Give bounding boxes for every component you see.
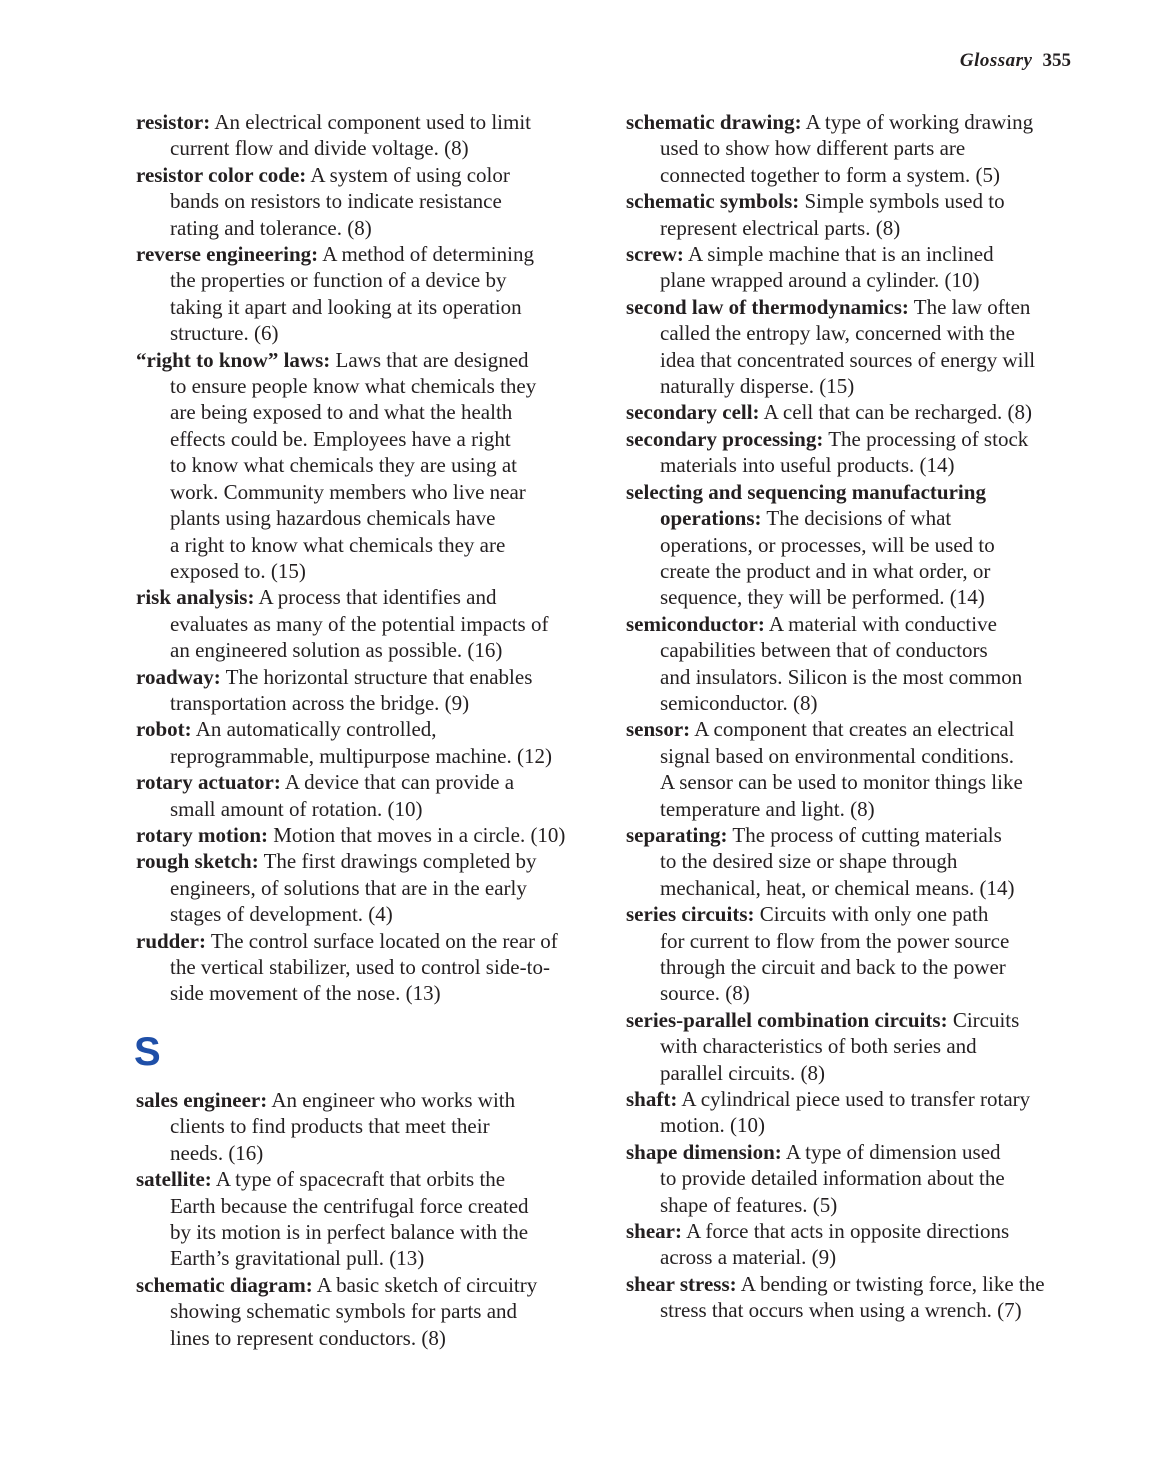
entry-line xyxy=(136,901,565,927)
glossary-entry xyxy=(626,479,1045,611)
definition-text: showing schematic symbols for parts and xyxy=(170,1299,518,1324)
glossary-entry xyxy=(626,1218,1045,1271)
entry-line xyxy=(136,1298,537,1324)
glossary-entry xyxy=(136,664,565,717)
glossary-entry xyxy=(626,1086,1045,1139)
page-number: 355 xyxy=(1042,50,1071,71)
entry-line xyxy=(626,822,1045,848)
definition-text: Earth’s gravitational pull. (13) xyxy=(170,1246,425,1271)
definition-text: called the entropy law, concerned with the xyxy=(660,321,1015,346)
definition-text: A type of working drawing xyxy=(801,110,1034,134)
glossary-entry xyxy=(626,241,1045,294)
definition-text: for current to flow from the power source xyxy=(660,928,1010,953)
entry-line xyxy=(136,954,565,980)
definition-text: Earth because the centrifugal force created xyxy=(170,1193,529,1218)
glossary-term: “right to know” laws: xyxy=(136,347,331,372)
entry-line xyxy=(136,1193,537,1219)
entry-line xyxy=(136,796,565,822)
definition-text: The decisions of what xyxy=(761,506,952,531)
entry-line xyxy=(136,848,565,874)
definition-text: bands on resistors to indicate resistance xyxy=(170,189,502,214)
entry-line xyxy=(136,584,565,610)
glossary-term: rudder: xyxy=(136,928,206,953)
glossary-term: series-parallel combination circuits: xyxy=(626,1007,948,1032)
entry-line xyxy=(136,294,565,320)
entry-line xyxy=(136,1087,537,1113)
definition-text: to the desired size or shape through xyxy=(660,849,958,874)
entry-line xyxy=(626,294,1045,320)
definition-text: evaluates as many of the potential impacts of xyxy=(170,611,549,636)
definition-text: A basic sketch of circuitry xyxy=(312,1272,538,1297)
glossary-entry xyxy=(136,347,565,585)
definition-text: taking it apart and looking at its operation xyxy=(170,294,522,319)
entry-line xyxy=(626,505,1045,531)
glossary-term: roadway: xyxy=(136,664,221,689)
glossary-entry xyxy=(626,716,1045,822)
glossary-term: second law of thermodynamics: xyxy=(626,294,909,319)
entry-line xyxy=(136,928,565,954)
definition-text: The process of cutting materials xyxy=(727,822,1002,847)
entry-line xyxy=(136,109,565,135)
entry-line xyxy=(136,162,565,188)
glossary-entry xyxy=(136,1166,537,1272)
glossary-term-continued: operations: xyxy=(660,506,762,531)
definition-text: A force that acts in opposite directions xyxy=(682,1219,1010,1244)
entry-line xyxy=(626,1192,1045,1218)
entry-line xyxy=(626,532,1045,558)
entry-line xyxy=(626,637,1045,663)
glossary-entry xyxy=(626,822,1045,901)
entry-line xyxy=(136,822,565,848)
entry-line xyxy=(136,1245,537,1271)
glossary-entry xyxy=(136,584,565,663)
entry-line xyxy=(626,1297,1045,1323)
entry-line xyxy=(136,505,565,531)
glossary-term: shear stress: xyxy=(626,1271,737,1296)
definition-text: motion. (10) xyxy=(660,1113,765,1138)
glossary-entry xyxy=(136,928,565,1007)
left-column-s-entries xyxy=(136,1087,537,1351)
entry-line xyxy=(136,611,565,637)
glossary-term: resistor: xyxy=(136,110,211,134)
definition-text: The law often xyxy=(908,294,1031,319)
definition-text: engineers, of solutions that are in the early xyxy=(170,875,527,900)
glossary-entry xyxy=(626,109,1045,188)
glossary-entry xyxy=(136,109,565,162)
definition-text: Motion that moves in a circle. (10) xyxy=(268,822,566,847)
definition-text: idea that concentrated sources of energy will xyxy=(660,347,1036,372)
glossary-term: schematic symbols: xyxy=(626,189,800,214)
definition-text: are being exposed to and what the health xyxy=(170,400,513,425)
entry-line xyxy=(136,347,565,373)
entry-line xyxy=(626,584,1045,610)
entry-line xyxy=(136,135,565,161)
definition-text: The control surface located on the rear of xyxy=(206,928,558,953)
definition-text: to know what chemicals they are using at xyxy=(170,453,517,478)
entry-line xyxy=(626,267,1045,293)
glossary-term: robot: xyxy=(136,717,192,742)
definition-text: A bending or twisting force, like the xyxy=(736,1271,1045,1296)
entry-line xyxy=(626,1139,1045,1165)
definition-text: A process that identifies and xyxy=(254,585,497,610)
entry-line xyxy=(626,399,1045,425)
entry-line xyxy=(626,215,1045,241)
entry-line xyxy=(136,980,565,1006)
glossary-term: semiconductor: xyxy=(626,611,765,636)
glossary-entry xyxy=(136,769,565,822)
entry-line xyxy=(136,373,565,399)
definition-text: A method of determining xyxy=(318,242,534,267)
entry-line xyxy=(626,716,1045,742)
glossary-term: shape dimension: xyxy=(626,1139,782,1164)
glossary-entry xyxy=(626,1271,1045,1324)
definition-text: materials into useful products. (14) xyxy=(660,453,955,478)
glossary-term: schematic diagram: xyxy=(136,1272,313,1297)
entry-line xyxy=(136,452,565,478)
definition-text: side movement of the nose. (13) xyxy=(170,981,441,1006)
definition-text: rating and tolerance. (8) xyxy=(170,215,372,240)
entry-line xyxy=(136,1140,537,1166)
entry-line xyxy=(136,1219,537,1245)
definition-text: effects could be. Employees have a right xyxy=(170,426,511,451)
entry-line xyxy=(136,558,565,584)
entry-line xyxy=(136,743,565,769)
glossary-term: rough sketch: xyxy=(136,849,259,874)
entry-line xyxy=(626,479,1045,505)
definition-text: naturally disperse. (15) xyxy=(660,374,855,399)
glossary-entry xyxy=(136,822,565,848)
entry-line xyxy=(136,716,565,742)
glossary-entry xyxy=(626,1139,1045,1218)
definition-text: across a material. (9) xyxy=(660,1245,837,1270)
entry-line xyxy=(626,135,1045,161)
glossary-term: shaft: xyxy=(626,1087,678,1112)
definition-text: A cylindrical piece used to transfer rotary xyxy=(677,1087,1031,1112)
entry-line xyxy=(136,1272,537,1298)
entry-line xyxy=(136,1325,537,1351)
glossary-term: screw: xyxy=(626,242,684,267)
entry-line xyxy=(136,532,565,558)
entry-line xyxy=(626,1165,1045,1191)
section-title: Glossary xyxy=(959,50,1033,71)
entry-line xyxy=(626,901,1045,927)
entry-line xyxy=(626,928,1045,954)
definition-text: transportation across the bridge. (9) xyxy=(170,690,470,715)
definition-text: to ensure people know what chemicals they xyxy=(170,374,537,399)
glossary-term: shear: xyxy=(626,1219,682,1244)
definition-text: structure. (6) xyxy=(170,321,279,346)
entry-line xyxy=(626,954,1045,980)
definition-text: stages of development. (4) xyxy=(170,902,393,927)
entry-line xyxy=(136,1166,537,1192)
definition-text: Circuits xyxy=(947,1007,1020,1032)
definition-text: a right to know what chemicals they are xyxy=(170,532,506,557)
entry-line xyxy=(136,267,565,293)
definition-text: A material with conductive xyxy=(764,611,997,636)
definition-text: plane wrapped around a cylinder. (10) xyxy=(660,268,980,293)
entry-line xyxy=(136,241,565,267)
definition-text: through the circuit and back to the power xyxy=(660,955,1006,979)
entry-line xyxy=(626,769,1045,795)
entry-line xyxy=(626,452,1045,478)
definition-text: an engineered solution as possible. (16) xyxy=(170,638,503,663)
entry-line xyxy=(626,1244,1045,1270)
definition-text: A type of spacecraft that orbits the xyxy=(211,1167,506,1192)
entry-line xyxy=(626,664,1045,690)
glossary-entry xyxy=(626,426,1045,479)
definition-text: A component that creates an electrical xyxy=(690,717,1015,742)
entry-line xyxy=(626,188,1045,214)
glossary-term: reverse engineering: xyxy=(136,242,319,267)
definition-text: semiconductor. (8) xyxy=(660,690,818,715)
glossary-entry xyxy=(626,188,1045,241)
glossary-entry xyxy=(136,162,565,241)
glossary-term: satellite: xyxy=(136,1167,212,1192)
entry-line xyxy=(136,479,565,505)
glossary-entry xyxy=(136,1272,537,1351)
entry-line xyxy=(626,558,1045,584)
definition-text: Laws that are designed xyxy=(330,347,529,372)
entry-line xyxy=(626,1033,1045,1059)
definition-text: clients to find products that meet their xyxy=(170,1114,490,1139)
definition-text: create the product and in what order, or xyxy=(660,558,991,583)
definition-text: temperature and light. (8) xyxy=(660,796,875,821)
definition-text: the properties or function of a device by xyxy=(170,268,507,293)
entry-line xyxy=(136,769,565,795)
definition-text: by its motion is in perfect balance with the xyxy=(170,1220,529,1245)
entry-line xyxy=(626,373,1045,399)
glossary-term: sensor: xyxy=(626,717,691,742)
entry-line xyxy=(136,690,565,716)
entry-line xyxy=(626,1060,1045,1086)
definition-text: operations, or processes, will be used to xyxy=(660,532,995,557)
glossary-entry xyxy=(136,241,565,347)
definition-text: A device that can provide a xyxy=(280,770,515,795)
definition-text: The first drawings completed by xyxy=(258,849,537,874)
entry-line xyxy=(136,188,565,214)
definition-text: The processing of stock xyxy=(823,426,1029,451)
entry-line xyxy=(626,743,1045,769)
glossary-entry xyxy=(626,611,1045,717)
definition-text: current flow and divide voltage. (8) xyxy=(170,136,469,161)
definition-text: A cell that can be recharged. (8) xyxy=(759,400,1033,425)
right-column-entries xyxy=(626,109,1045,1324)
definition-text: connected together to form a system. (5) xyxy=(660,162,1000,187)
glossary-entry xyxy=(136,1087,537,1166)
glossary-entry xyxy=(136,716,565,769)
definition-text: stress that occurs when using a wrench. (7) xyxy=(660,1298,1022,1323)
entry-line xyxy=(626,1112,1045,1138)
definition-text: and insulators. Silicon is the most common xyxy=(660,664,1023,689)
entry-line xyxy=(626,611,1045,637)
definition-text: A type of dimension used xyxy=(781,1139,1001,1164)
definition-text: with characteristics of both series and xyxy=(660,1034,977,1059)
glossary-term: resistor color code: xyxy=(136,162,307,187)
definition-text: represent electrical parts. (8) xyxy=(660,215,901,240)
entry-line xyxy=(626,426,1045,452)
entry-line xyxy=(626,1218,1045,1244)
glossary-term: sales engineer: xyxy=(136,1088,268,1112)
definition-text: Simple symbols used to xyxy=(799,189,1005,214)
definition-text: An electrical component used to limit xyxy=(210,110,532,134)
entry-line xyxy=(136,399,565,425)
glossary-entry xyxy=(136,848,565,927)
glossary-entry xyxy=(626,294,1045,400)
entry-line xyxy=(626,1086,1045,1112)
definition-text: capabilities between that of conductors xyxy=(660,638,988,663)
entry-line xyxy=(136,215,565,241)
glossary-term: schematic drawing: xyxy=(626,110,802,134)
definition-text: A sensor can be used to monitor things like xyxy=(660,770,1023,795)
entry-line xyxy=(136,875,565,901)
definition-text: work. Community members who live near xyxy=(170,479,526,504)
definition-text: the vertical stabilizer, used to control side-to- xyxy=(170,955,550,979)
entry-line xyxy=(136,664,565,690)
definition-text: The horizontal structure that enables xyxy=(220,664,533,689)
glossary-entry xyxy=(626,399,1045,425)
entry-line xyxy=(626,241,1045,267)
definition-text: exposed to. (15) xyxy=(170,558,306,583)
left-column-r-entries xyxy=(136,109,565,1007)
entry-line xyxy=(626,848,1045,874)
definition-text: mechanical, heat, or chemical means. (14) xyxy=(660,875,1015,900)
glossary-entry xyxy=(626,901,1045,1007)
glossary-term: secondary cell: xyxy=(626,400,760,425)
glossary-term: series circuits: xyxy=(626,902,755,927)
definition-text: plants using hazardous chemicals have xyxy=(170,506,496,531)
entry-line xyxy=(136,426,565,452)
entry-line xyxy=(626,347,1045,373)
entry-line xyxy=(626,796,1045,822)
definition-text: source. (8) xyxy=(660,981,750,1006)
entry-line xyxy=(626,320,1045,346)
entry-line xyxy=(136,637,565,663)
glossary-term: rotary actuator: xyxy=(136,770,281,795)
entry-line xyxy=(626,875,1045,901)
running-header xyxy=(960,50,1071,72)
definition-text: sequence, they will be performed. (14) xyxy=(660,585,985,610)
definition-text: needs. (16) xyxy=(170,1140,264,1165)
entry-line xyxy=(626,1271,1045,1297)
definition-text: shape of features. (5) xyxy=(660,1192,838,1217)
definition-text: used to show how different parts are xyxy=(660,136,966,161)
definition-text: parallel circuits. (8) xyxy=(660,1060,826,1085)
letter-heading-s: S xyxy=(134,1030,161,1074)
definition-text: A system of using color xyxy=(306,162,510,187)
definition-text: lines to represent conductors. (8) xyxy=(170,1325,446,1350)
entry-line xyxy=(136,320,565,346)
definition-text: signal based on environmental conditions. xyxy=(660,743,1015,768)
entry-line xyxy=(626,1007,1045,1033)
entry-line xyxy=(626,162,1045,188)
glossary-term: secondary processing: xyxy=(626,426,824,451)
glossary-term: separating: xyxy=(626,822,728,847)
definition-text: An engineer who works with xyxy=(267,1088,516,1112)
definition-text: Circuits with only one path xyxy=(754,902,989,927)
entry-line xyxy=(626,109,1045,135)
definition-text: reprogrammable, multipurpose machine. (12) xyxy=(170,743,552,768)
glossary-term: selecting and sequencing manufacturing xyxy=(626,479,986,504)
glossary-term: risk analysis: xyxy=(136,585,255,610)
definition-text: A simple machine that is an inclined xyxy=(683,242,994,267)
definition-text: small amount of rotation. (10) xyxy=(170,796,423,821)
entry-line xyxy=(626,690,1045,716)
glossary-entry xyxy=(626,1007,1045,1086)
definition-text: to provide detailed information about the xyxy=(660,1166,1005,1191)
glossary-term: rotary motion: xyxy=(136,822,268,847)
entry-line xyxy=(136,1113,537,1139)
definition-text: An automatically controlled, xyxy=(191,717,437,742)
entry-line xyxy=(626,980,1045,1006)
